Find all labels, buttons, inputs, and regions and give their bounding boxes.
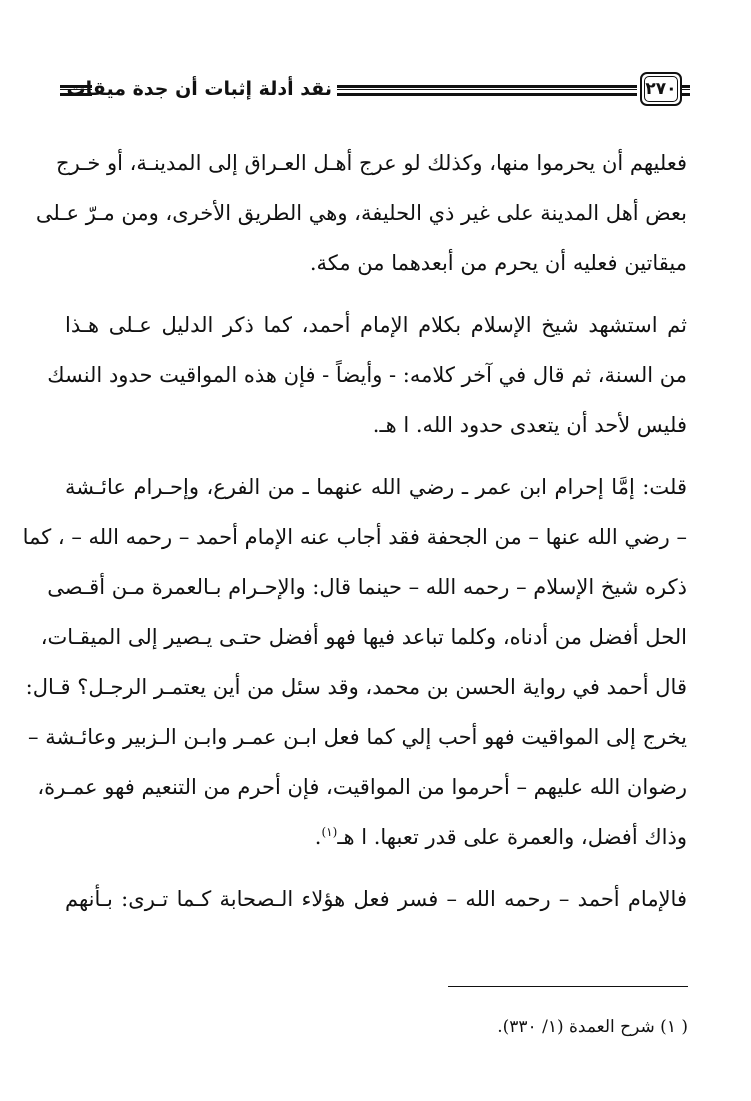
paragraph [47, 300, 687, 450]
text-line: ذكره شيخ الإسلام – رحمه الله – حينما قال: والإحـرام بـالعمرة مـن أقـصى [47, 575, 687, 599]
text-line: يخرج إلى المواقيت فهو أحب إلي كما فعل ابـن عمـر وابـن الـزبير وعائـشة – [28, 725, 687, 749]
text-line: ثم استشهد شيخ الإسلام بكلام الإمام أحمد، كما ذكر الدليل عـلى هـذا [65, 313, 687, 337]
paragraph [65, 874, 687, 924]
text-line: فعليهم أن يحرموا منها، وكذلك لو عرج أهـل العـراق إلى المدينـة، أو خـرج [56, 151, 687, 175]
text-line: فليس لأحد أن يتعدى حدود الله. ا هـ. [372, 413, 687, 437]
paragraph [22, 462, 687, 862]
running-title: نقد أدلة إثبات أن جدة ميقات [66, 78, 332, 100]
page-header [60, 70, 690, 114]
text-line: ميقاتين فعليه أن يحرم من أبعدهما من مكة. [309, 251, 687, 275]
footnote: ( ١) شرح العمدة (١/ ٣٣٠). [497, 1017, 688, 1037]
header-rule-right [682, 85, 690, 96]
text-line-content: وذاك أفضل، والعمرة على قدر تعبها. ا هـ [337, 825, 687, 849]
text-line-with-footnote: وذاك أفضل، والعمرة على قدر تعبها. ا هـ$^{(١)}$. [314, 825, 687, 849]
text-line: فالإمام أحمد – رحمه الله – فسر فعل هؤلاء الـصحابة كـما تـرى: بـأنهم [65, 887, 687, 911]
header-rule-middle [337, 85, 637, 96]
text-line: الحل أفضل من أدناه، وكلما تباعد فيها فهو أفضل حتـى يـصير إلى الميقـات، [40, 625, 687, 649]
main-text [22, 138, 687, 924]
text-line: – رضي الله عنها – من الجحفة فقد أجاب عنه الإمام أحمد – رحمه الله – ، كما [22, 525, 687, 549]
text-line: قلت: إمَّا إحرام ابن عمر ـ رضي الله عنهما ـ من الفرع، وإحـرام عائـشة [65, 475, 687, 499]
text-line: من السنة، ثم قال في آخر كلامه: - وأيضاً - فإن هذه المواقيت حدود النسك [47, 363, 687, 387]
text-line: رضوان الله عليهم – أحرموا من المواقيت، فإن أحرم من التنعيم فهو عمـرة، [37, 775, 687, 799]
paragraph [35, 138, 687, 288]
text-line: بعض أهل المدينة على غير ذي الحليفة، وهي الطريق الأخرى، ومن مـرّ عـلى [35, 201, 687, 225]
page-number: ٢٧٠ [640, 72, 682, 106]
footnote-separator [448, 986, 688, 987]
footnote-marker[interactable]: (١) [321, 825, 338, 839]
text-line: قال أحمد في رواية الحسن بن محمد، وقد سئل من أين يعتمـر الرجـل؟ قـال: [25, 675, 687, 699]
